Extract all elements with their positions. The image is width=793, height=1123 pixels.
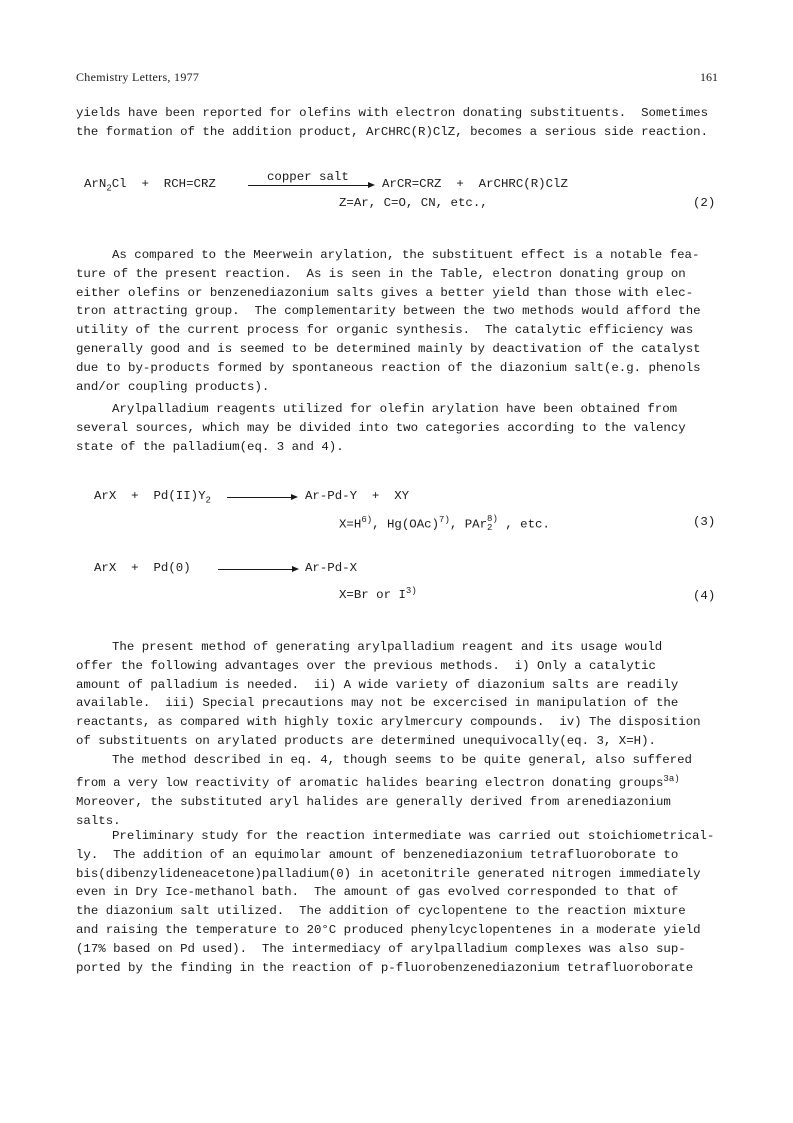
text-line: the diazonium salt utilized. The addition of cyclopentene to the reaction mixture <box>76 904 686 919</box>
eq4-condition <box>339 586 417 602</box>
eq3-ref-a: 6) <box>361 515 373 526</box>
text-line: generally good and is seemed to be determined mainly by deactivation of the catalyst <box>76 341 701 356</box>
text-line: of substituents on arylated products are determined unequivocally(eq. 3, X=H). <box>76 733 656 748</box>
eq3-left: ArX + Pd(II)Y <box>94 489 206 503</box>
eq4-reactants: ArX + Pd(0) <box>94 561 191 575</box>
eq3-left-sub: 2 <box>205 495 211 506</box>
eq2-arrow-shaft <box>248 185 368 186</box>
eq2-left-rest: Cl + RCH=CRZ <box>111 177 216 191</box>
text-line: salts. <box>76 813 121 828</box>
text-line: available. iii) Special precautions may not be excercised in manipulation of the <box>76 696 679 711</box>
text-line: either olefins or benzenediazonium salts gives a better yield than those with elec- <box>76 285 694 300</box>
page-number: 161 <box>700 70 718 84</box>
text-line: As compared to the Meerwein arylation, the substituent effect is a notable fea- <box>112 248 700 262</box>
text-line: The method described in eq. 4, though seems to be quite general, also suffered <box>112 753 692 767</box>
eq3-products: Ar-Pd-Y + XY <box>305 489 410 503</box>
text-line: ture of the present reaction. As is seen in the Table, electron donating group on <box>76 266 686 281</box>
eq3-ref-b: 7) <box>439 515 450 526</box>
eq3-arrow-head <box>291 494 298 500</box>
text-line: Arylpalladium reagents utilized for olefin arylation have been obtained from <box>112 402 678 416</box>
eq2-reagent: copper salt <box>267 170 349 184</box>
text-line: Preliminary study for the reaction intermediate was carried out stoichiometrical- <box>112 829 715 843</box>
eq4-arrow-head <box>292 566 299 572</box>
reference-marker: 3a) <box>663 773 680 784</box>
eq3-number: (3) <box>693 515 716 529</box>
eq3-cond-c-sup: 8) <box>487 514 498 524</box>
eq4-number: (4) <box>693 589 716 603</box>
text-line: even in Dry Ice-methanol bath. The amount of gas evolved corresponded to that of <box>76 885 679 900</box>
text-line-body: from a very low reactivity of aromatic halides bearing electron donating groups <box>76 775 664 790</box>
eq3-cond-c: , PAr <box>449 517 488 532</box>
text-line: Moreover, the substituted aryl halides are generally derived from arenediazonium <box>76 794 671 809</box>
eq3-cond-b: , Hg(OAc) <box>372 517 440 532</box>
text-line: bis(dibenzylideneacetone)palladium(0) in acetonitrile generated nitrogen immediately <box>76 866 701 881</box>
eq3-cond-a: X=H <box>339 517 362 532</box>
eq3-condition <box>339 515 550 533</box>
eq3-cond-d: , etc. <box>497 517 550 532</box>
eq4-arrow-shaft <box>218 569 292 570</box>
text-line: several sources, which may be divided into two categories according to the valency <box>76 420 686 435</box>
eq3-reactants <box>94 489 211 505</box>
text-line: ly. The addition of an equimolar amount of benzenediazonium tetrafluoroborate to <box>76 847 679 862</box>
text-line: tron attracting group. The complementarity between the two methods would afford the <box>76 304 701 319</box>
text-line: the formation of the addition product, ArCHRC(R)ClZ, becomes a serious side reaction. <box>76 124 709 139</box>
text-line: state of the palladium(eq. 3 and 4). <box>76 439 344 454</box>
text-line: and/or coupling products). <box>76 379 270 394</box>
eq4-ref: 3) <box>405 586 417 596</box>
text-line: The present method of generating arylpalladium reagent and its usage would <box>112 640 663 654</box>
eq2-left-sub: 2 <box>106 183 112 194</box>
text-line: amount of palladium is needed. ii) A wide variety of diazonium salts are readily <box>76 677 679 692</box>
eq3-cond-c-sub: 2 <box>487 523 493 533</box>
text-line: reactants, as compared with highly toxic arylmercury compounds. iv) The disposition <box>76 715 701 730</box>
paragraph-arylpalladium-sources <box>76 400 736 456</box>
text-line: and raising the temperature to 20°C produced phenylcyclopentenes in a moderate yield <box>76 922 701 937</box>
text-line: due to by-products formed by spontaneous reaction of the diazonium salt(e.g. phenols <box>76 360 701 375</box>
eq2-condition: Z=Ar, C=O, CN, etc., <box>339 196 488 210</box>
intro-paragraph <box>76 104 736 142</box>
text-line <box>76 770 736 793</box>
text-line: ported by the finding in the reaction of p-fluorobenzenediazonium tetrafluoroborate <box>76 960 694 975</box>
text-line: yields have been reported for olefins with electron donating substituents. Sometimes <box>76 106 709 120</box>
journal-header: Chemistry Letters, 1977 <box>76 70 200 84</box>
eq2-number: (2) <box>693 196 716 210</box>
paragraph-preliminary-study <box>76 827 736 977</box>
eq2-products: ArCR=CRZ + ArCHRC(R)ClZ <box>382 177 568 191</box>
eq2-left: ArN <box>84 177 107 191</box>
eq3-arrow-shaft <box>227 497 291 498</box>
paragraph-eq4-limitations <box>76 751 736 830</box>
eq4-cond: X=Br or I <box>339 588 406 603</box>
paragraph-advantages <box>76 638 736 751</box>
eq4-products: Ar-Pd-X <box>305 561 358 575</box>
paragraph-substituent-effect <box>76 246 736 396</box>
eq2-arrow-head <box>368 182 375 188</box>
text-line: offer the following advantages over the previous methods. i) Only a catalytic <box>76 658 656 673</box>
text-line: (17% based on Pd used). The intermediacy of arylpalladium complexes was also sup- <box>76 941 686 956</box>
text-line: utility of the current process for organic synthesis. The catalytic efficiency was <box>76 323 694 338</box>
eq2-reactants <box>84 177 216 193</box>
